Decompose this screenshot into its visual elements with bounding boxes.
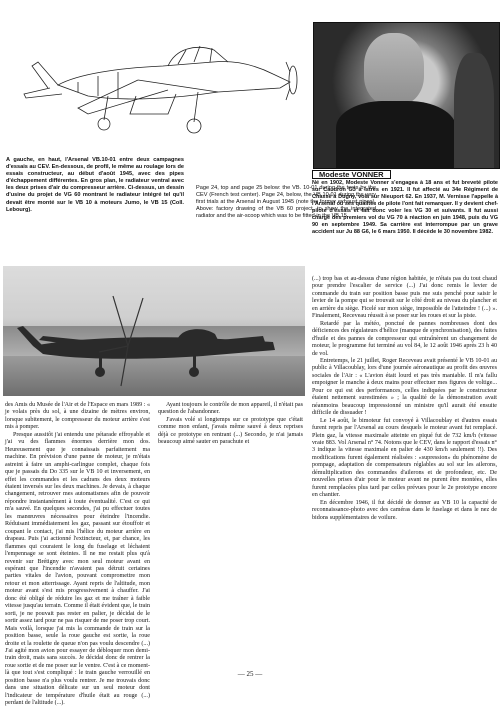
- portrait-background-figure: [454, 53, 494, 168]
- portrait-photo: [313, 22, 500, 169]
- biography-name: Modeste VONNER: [312, 170, 391, 179]
- paragraph: (...) trop bas et au-dessus d'une région habitée, je n'étais pas du tout chaud pour prendre l'escalier de service (...) J'ai donc remis le levier de commande du train sur position basse puis me suis penché pour saisir le levier de la pompe qui se trouvait sur le côté droit au niveau du plancher et en arrière du siège. Ficelé sur mon siège, impossible de l'atteindre ! (...) ». Finalement, Receveau réussit à se poser sur les roues et sur la piste.: [312, 276, 497, 320]
- biography-text: Né en 1902, Modeste Vonner s'engagea à 18 ans et fut breveté pilote sur Caudron G3 à Istres en 1921. Il fut affecté au 34e Régiment de Chasse à Dugny, vola sur Nieuport 62. En 1937, M. Vernisse l'appelle à l'Arsenal où ses qualités de pilote l'ont fait remarquer. Il y devient chef-pilote d'essais et fait donc voler les VG 30 et suivants. Il fut aussi chargé des premiers vol du VG 70 à réaction en juin 1948, puis du VG 90 en septembre 1949. Sa carrière est interrompue par un grave accident sur Ju 88 G6, le 6 mars 1950. Il décède le 30 novembre 1982.: [312, 180, 498, 235]
- paragraph: Ayant toujours le contrôle de mon appareil, il n'était pas question de l'abandonner.: [158, 402, 303, 416]
- article-column-right: [312, 276, 497, 522]
- caption-english: Page 24, top and page 25 below: the VB. 10-01 during the tests by the CEV (French test center). Page 24, below, the VB.10-01 during the very first trials at the Arsenal in August 1945 (note the former exhaust pipes). Above: factory drawing of the VB 60 project, to show the integrated radiator and the air-scoop which was to be fitted in the VB.15.: [196, 185, 376, 220]
- biography-box: [312, 170, 498, 236]
- aircraft-silhouette: [3, 266, 305, 396]
- article-column-left: [5, 402, 150, 708]
- aircraft-photo: [3, 266, 305, 396]
- paragraph: Le 14 août, le bimoteur fut convoyé à Villacoublay et d'autres essais furent repris par l'Arsenal au cours desquels le moteur avant fut remplacé. Plein gaz, la vitesse maximale atteinte en piqué fut de 732 km/h (vitesse vraie 883. Vol Arsenal n° 74. Notons que le CEV, dans le rapport d'essais n° 3 indique la vitesse maximale en palier de 430 km/h seulement !!). Des modifications furent également réalisées : «supression» du phénomène de pompage, adaptation de compensateurs réglables au sol sur les ailerons, démultiplication des commandes d'ailerons et de profondeur, etc. De nouvelles prises d'air pour le moteur avant ne purent être montées, elles furent remplacées plus tard par celles prévues pour le 2e prototype encore en chantier.: [312, 417, 497, 499]
- paragraph: En décembre 1946, il fut décidé de donner au VB 10 la capacité de reconnaissance-photo avec des caméras dans le fuselage et dans le nez de bidons supplémentaires de voilure.: [312, 499, 497, 521]
- paragraph: Entretemps, le 21 juillet, Roger Receveau avait présenté le VB 10-01 au public à Villacoublay, lors d'une journée aéronautique au profit des œuvres sociales de l'Air : « L'avion était lourd et pas très maniable. Il m'a fallu empoigner le manche à deux mains pour effectuer mes figures de voltige... Pour ce qui est des performances, celles indiquées par le constructeur étaient nettement surestimées » ; la qualité de la démonstration avait néanmoins beaucoup impressionné un ministre qu'il aurait été ensuite difficile de dissuader !: [312, 357, 497, 417]
- portrait-figure: [364, 33, 424, 105]
- paragraph: Presque aussitôt j'ai entendu une pétarade effroyable et j'ai vu des flammes énormes derrière mon dos. Heureusement que je connaissais parfaitement ma machine. En prévision d'une panne de moteur, je m'étais astreint à faire un amphi-carlingue complet, chaque fois que je passais du Do 335 sur le VB 10 et inversement, en effet les commandes et les cadrans des deux moteurs étaient inversés sur les deux machines. Je devais, à chaque changement, retrouver mes automatismes afin de pouvoir répondre instantanément à toute éventualité. C'est ce qui m'a sauvé. En quelques secondes, j'ai pu effectuer toutes les manœuvres nécessaires pour éteindre l'incendie. Réduisant immédiatement les gaz, passant sur étouffoir et coupant le contact, j'ai mis l'hélice du moteur arrière en drapeau. Puis j'ai actionné l'extincteur, et, par chance, les flammes qui couraient le long du fuselage et léchaient l'empennage se sont éteintes. Il ne me restait plus qu'à revenir sur Brétigny avec mon seul moteur avant en espérant que l'incendie n'avaient pas détruit certaines parties vitales de l'avion, pouvant compromettre mon retour et mon atterrissage. Ayant repris de l'altitude, mon moteur avant s'est mis progressivement à chauffer. J'ai donc été obligé de réduire les gaz et me traîner à faible vitesse jusqu'au terrain. Comme il était évident que, le train sorti, je ne pouvait pas rester en palier, je décidai de le sortir assez tard pour ne pas risquer de me poser trop court. Mais voilà, lorsque j'ai mis la commande de train sur la position basse, seule la roue gauche est sortie, la roue droite et la roulette de queue n'on pas voulu descendre (...) J'ai agité mon avion pour essayer de débloquer mon demi-train droit, mais sans succès. Je décidai donc de rentrer la roue sortie et de me poser sur le ventre. C'est à ce moment-là que tout s'est compliqué : le train gauche verrouillé en position basse n'a plus voulu rentrer. Je me trouvais donc dans une situation délicate sur un seul moteur dont l'indicateur de température d'huile était au rouge (...) perdant de l'altitude (...).: [5, 431, 150, 707]
- caption-french: A gauche, en haut, l'Arsenal VB.10-01 entre deux campagnes d'essais au CEV. En-dessous, de profil, le même au roulage lors de essais constructeur, au début d'août 1945, avec des pipes d'échappement différentes. En gros plan, le radiateur ventral avec les deux prises d'air du compresseur arrière. Ci-dessus, un dessin d'usine du projet de VG 60 montrant le radiateur intégré tel qu'il devait être monté sur le VB 10 à moteurs Jumo, le VB 15 (Coll. Lebourg).: [6, 157, 184, 213]
- portrait-suit: [336, 101, 456, 168]
- paragraph: J'avais volé si longtemps sur ce prototype que c'était comme mon enfant, j'avais même sauvé à deux reprises déjà ce prototype en rentrant (...) Secondo, je n'ai jamais beaucoup aimé sauter en parachute et: [158, 416, 303, 446]
- paragraph: des Amis du Musée de l'Air et de l'Espace en mars 1989 : « je volais près du sol, à une dizaine de mètres environ, lorsque subitement, le compresseur du moteur arrière s'est mis à pomper.: [5, 402, 150, 431]
- aircraft-factory-drawing: [18, 22, 308, 152]
- paragraph: Retardé par la météo, ponctué de pannes nombreuses dont des déficiences des régulateurs d'hélice (manque de synchronisation), des fuites d'huile et des pannes de compresseur qui entraînèrent un changement de moteur, le programme fut terminé au vol 84, le 12 août 1946 après 23 h 40 de vol.: [312, 320, 497, 357]
- page-number: — 25 —: [237, 670, 263, 678]
- article-column-center: [158, 402, 303, 447]
